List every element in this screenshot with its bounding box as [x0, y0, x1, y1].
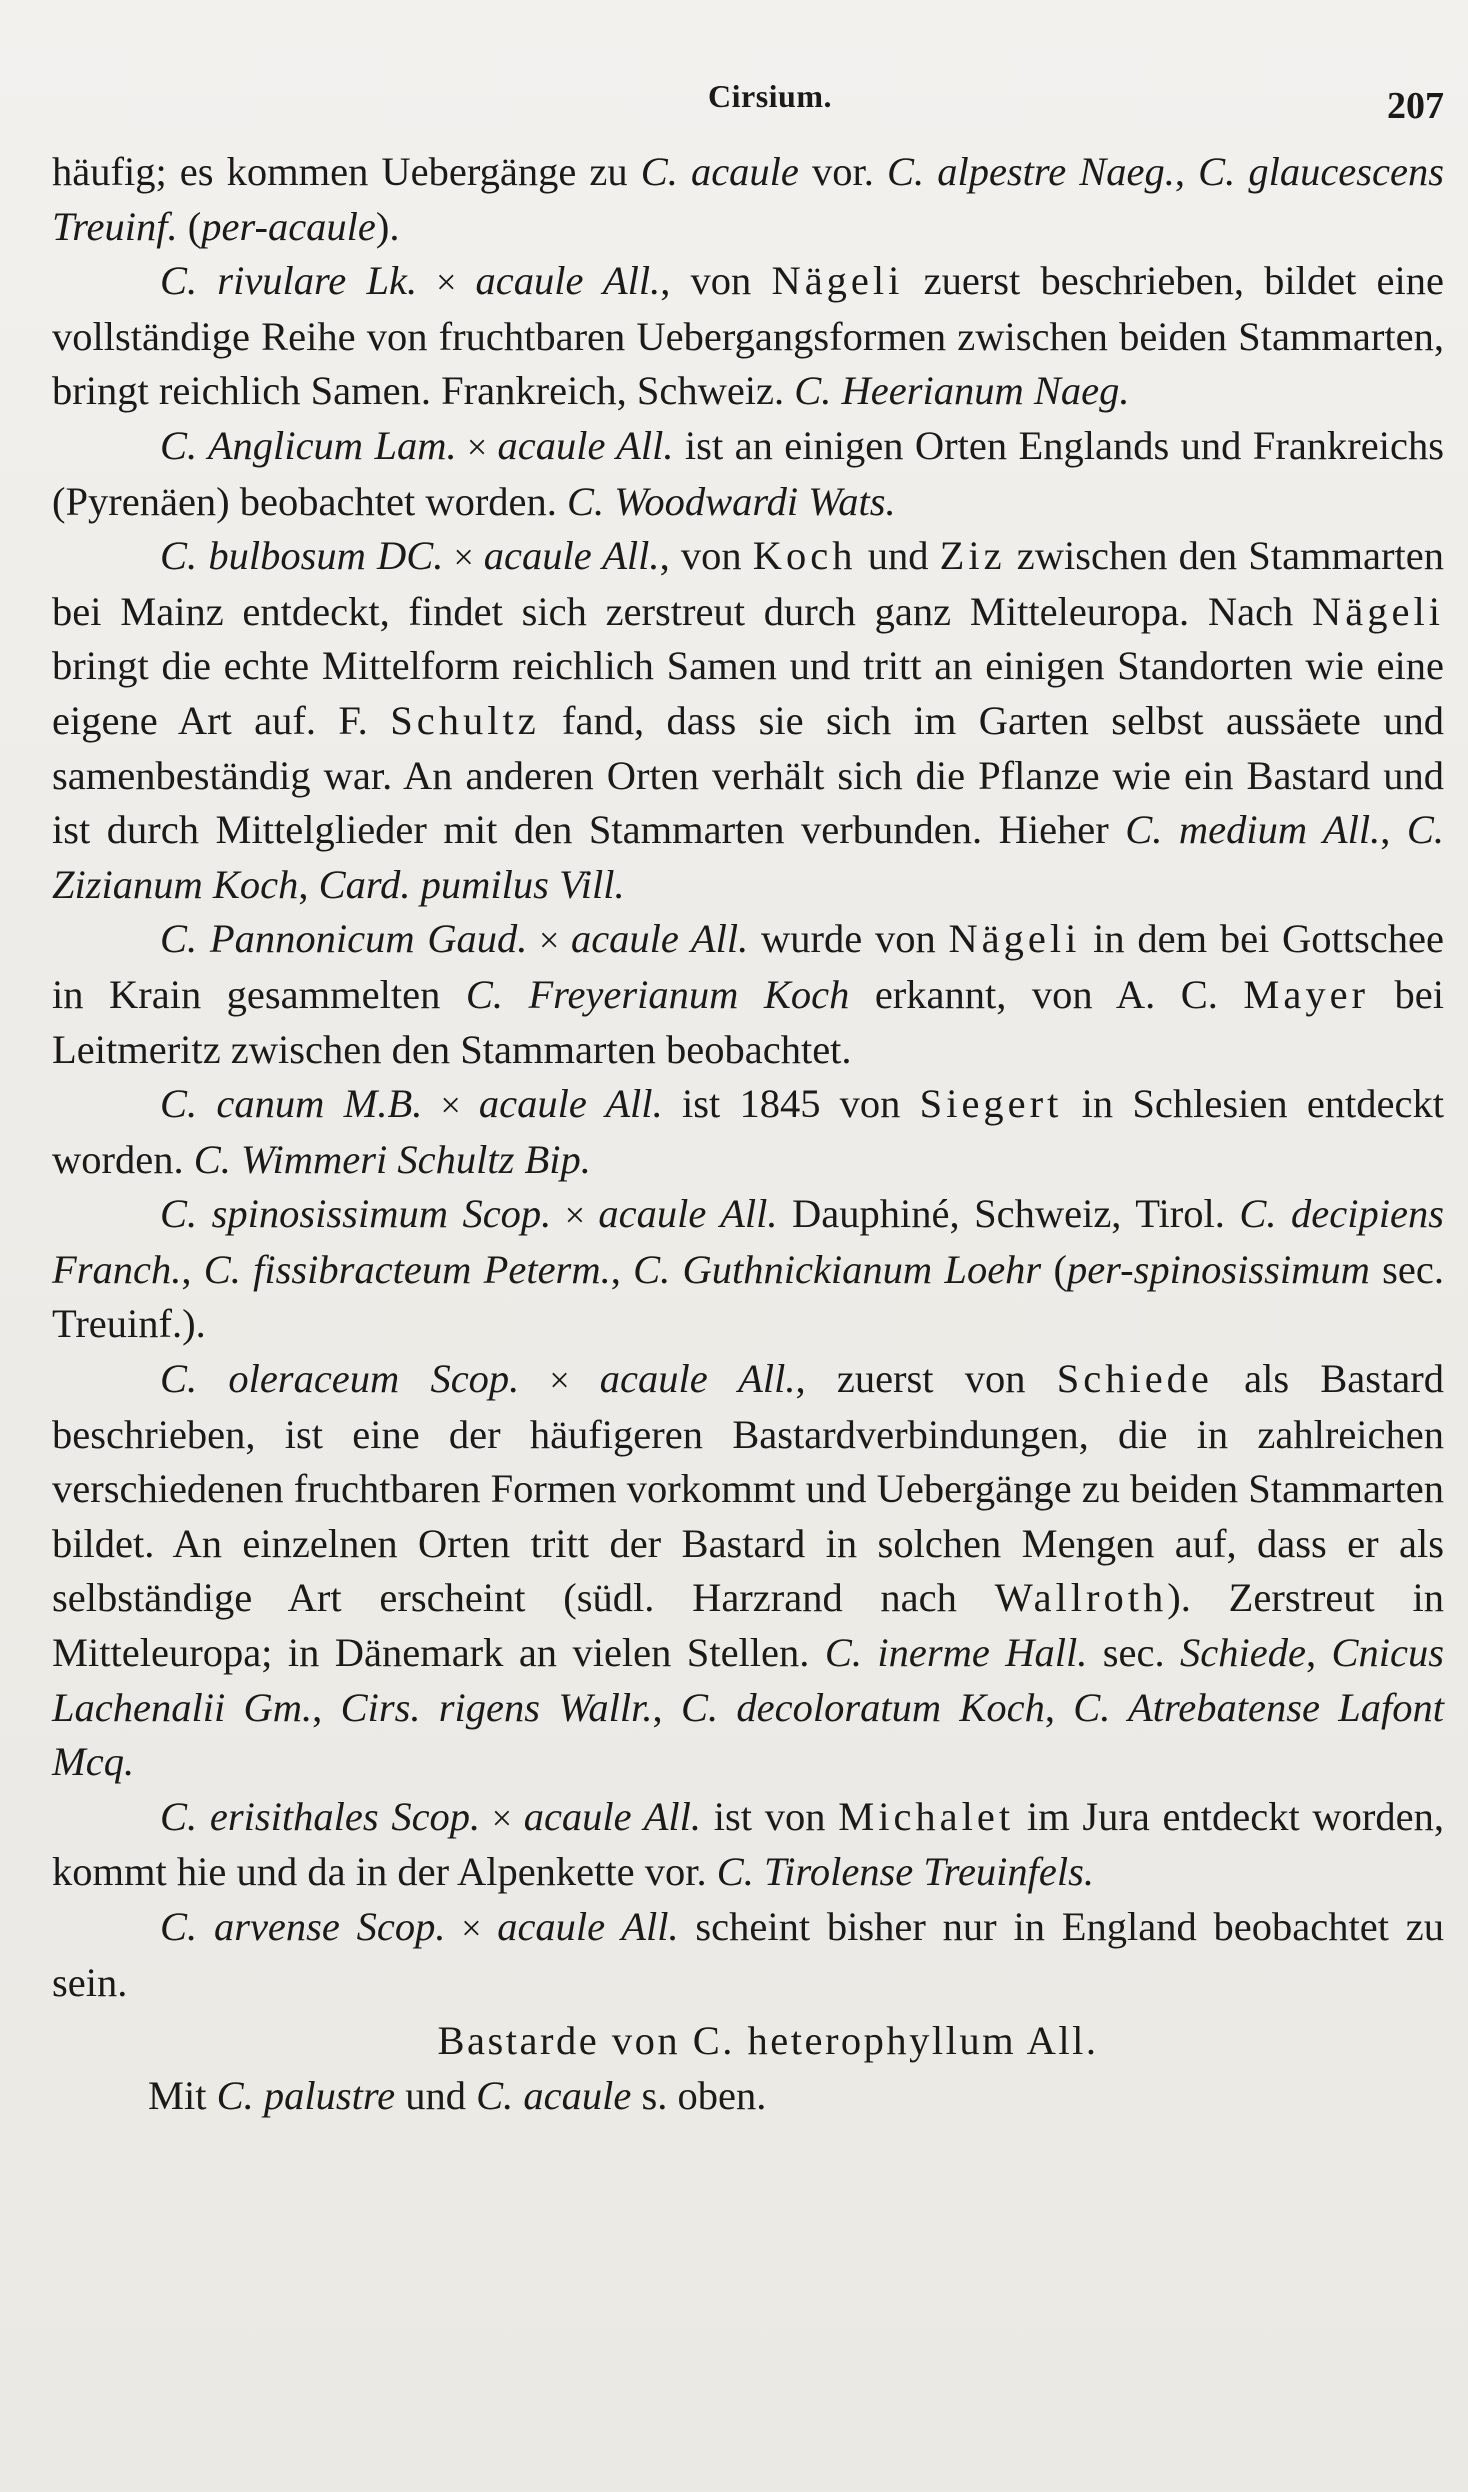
- italic-text: Schiede: [1180, 1630, 1306, 1676]
- text-run: , von: [660, 258, 772, 304]
- text-run: ).: [375, 203, 400, 249]
- spaced-name: Mayer: [1243, 971, 1370, 1017]
- text-run: , zuerst von: [795, 1356, 1057, 1402]
- italic-text: acaule All.: [497, 1904, 679, 1949]
- body-text: [52, 145, 1444, 2123]
- spaced-name: Koch: [752, 533, 857, 579]
- spaced-name: Schiede: [1056, 1356, 1213, 1402]
- spaced-name: Siegert: [919, 1081, 1063, 1127]
- italic-text: C. Atrebatense Lafont Mcq.: [52, 1684, 1445, 1785]
- text-run: ,: [298, 861, 319, 907]
- section-heading: Bastarde von C. heterophyllum All.: [437, 2018, 1099, 2064]
- text-run: Mit: [148, 2072, 217, 2118]
- italic-text: acaule All.: [599, 1356, 796, 1402]
- spaced-name: Nägeli: [771, 258, 904, 304]
- paragraph: [52, 1790, 1444, 1900]
- italic-text: C. rivulare Lk.: [160, 258, 418, 304]
- spaced-name: Michalet: [838, 1793, 1015, 1839]
- italic-text: C. medium All.: [1125, 807, 1381, 853]
- italic-text: Card. pumilus Vill.: [318, 861, 625, 907]
- paragraph: [52, 912, 1444, 1077]
- text-run: , von: [659, 533, 753, 579]
- italic-text: Cnicus Lachenalii Gm.: [52, 1630, 1444, 1730]
- italic-text: C. Heerianum Naeg.: [794, 368, 1130, 414]
- text-run: zuerst beschrieben, bildet eine vollständige Reihe von fruchtbaren Uebergangsformen zwischen beiden Stammarten, bringt reichlich Samen. Frankreich, Schweiz.: [52, 258, 1445, 414]
- paragraph: [52, 419, 1444, 529]
- section-line: [52, 2069, 1444, 2124]
- text-run: bringt die echte Mittelform reichlich Samen und tritt an einigen Standorten wie eine eigene Art auf. F.: [52, 643, 1444, 743]
- italic-text: C. inerme Hall.: [824, 1630, 1088, 1676]
- hybrid-sign: ×: [519, 1360, 600, 1401]
- paragraph: [52, 254, 1444, 419]
- hybrid-sign: ×: [527, 920, 571, 961]
- italic-text: per-spinosissimum: [1066, 1246, 1370, 1292]
- text-run: Dauphiné, Schweiz, Tirol.: [777, 1191, 1240, 1237]
- italic-text: C. acaule: [640, 149, 799, 194]
- text-run: sec. Treuinf.).: [52, 1246, 1444, 1347]
- paragraph: [52, 1900, 1444, 2010]
- text-run: ,: [1044, 1684, 1074, 1730]
- text-run: häufig; es kommen Uebergänge zu: [52, 149, 641, 194]
- italic-text: C. palustre: [216, 2072, 396, 2118]
- italic-text: C. Anglicum Lam.: [160, 422, 457, 468]
- hybrid-sign: ×: [445, 1908, 498, 1948]
- text-run: ,: [1174, 149, 1199, 194]
- italic-text: C. Wimmeri Schultz Bip.: [193, 1136, 591, 1182]
- paragraph: [52, 529, 1444, 912]
- italic-text: acaule All.: [478, 1081, 663, 1127]
- running-title: Cirsium.: [708, 78, 832, 114]
- italic-text: C. Pannonicum Gaud.: [160, 916, 528, 962]
- italic-text: C. decoloratum Koch: [680, 1684, 1045, 1730]
- text-run: (: [177, 203, 202, 249]
- text-run: sec.: [1087, 1630, 1181, 1676]
- text-run: ist an einigen Orten Englands und Frankreichs (Pyrenäen) beobachtet worden.: [52, 422, 1444, 524]
- text-run: ,: [181, 1246, 204, 1292]
- paragraph: [52, 145, 1444, 254]
- italic-text: C. Woodwardi Wats.: [567, 478, 896, 524]
- text-run: s. oben.: [631, 2072, 767, 2118]
- text-run: als Bastard beschrieben, ist eine der häufigeren Bastardverbindungen, die in zahlreichen verschiedenen fruchtbaren Formen vorkommt und Uebergänge zu beiden Stammarten bildet. An einzelnen Orten tritt der Bastard in solchen Mengen auf, dass er als selbständige Art erscheint (südl. Harzrand nach: [52, 1356, 1444, 1621]
- text-run: im Jura entdeckt worden, kommt hie und da in der Alpenkette vor.: [52, 1793, 1445, 1895]
- italic-text: C. oleraceum Scop.: [160, 1356, 520, 1402]
- text-run: erkannt, von A. C.: [849, 971, 1244, 1017]
- italic-text: C. spinosissimum Scop.: [160, 1191, 552, 1237]
- hybrid-sign: ×: [443, 537, 484, 578]
- italic-text: acaule All.: [598, 1191, 778, 1237]
- italic-text: C. glaucescens Treuinf.: [52, 149, 1444, 249]
- hybrid-sign: ×: [417, 262, 476, 303]
- hybrid-sign: ×: [456, 426, 498, 467]
- italic-text: acaule All.: [497, 422, 674, 468]
- italic-text: C. Tirolense Treuinfels.: [716, 1849, 1095, 1895]
- text-run: vor.: [798, 149, 887, 194]
- italic-text: C. fissibracteum Peterm.: [203, 1246, 611, 1292]
- text-run: scheint bisher nur in England beobachtet zu sein.: [52, 1904, 1444, 2005]
- italic-text: C. decipiens Franch.: [52, 1191, 1444, 1292]
- italic-text: Cirs. rigens Wallr.: [340, 1684, 653, 1730]
- italic-text: C. canum M.B.: [160, 1081, 423, 1127]
- text-run: zwischen den Stammarten bei Mainz entdeckt, findet sich zerstreut durch ganz Mitteleuropa. Nach: [52, 533, 1444, 634]
- hybrid-sign: ×: [551, 1195, 599, 1236]
- hybrid-sign: ×: [480, 1797, 524, 1838]
- italic-text: C. Guthnickianum Loehr: [633, 1246, 1042, 1292]
- italic-text: C. erisithales Scop.: [160, 1793, 481, 1839]
- text-run: in Schlesien entdeckt worden.: [52, 1081, 1445, 1182]
- text-run: fand, dass sie sich im Garten selbst aussäete und samenbeständig war. An anderen Orten verhält sich die Pflanze wie ein Bastard und ist durch Mittelglieder mit den Stammarten verbunden. Hieher: [52, 697, 1444, 853]
- italic-text: C. bulbosum DC.: [160, 533, 444, 579]
- paragraph: [52, 1077, 1444, 1187]
- text-run: in dem bei Gottschee in Krain gesammelten: [52, 916, 1444, 1017]
- italic-text: acaule All.: [475, 258, 661, 304]
- text-run: ,: [1380, 807, 1407, 853]
- italic-text: acaule All.: [523, 1793, 701, 1839]
- spaced-name: Nägeli: [1312, 588, 1444, 634]
- text-run: wurde von: [748, 916, 949, 962]
- text-run: ,: [610, 1246, 634, 1292]
- text-run: ,: [312, 1684, 341, 1730]
- italic-text: C. acaule: [476, 2072, 632, 2118]
- spaced-name: Schultz: [390, 697, 540, 743]
- spaced-name: Wallroth: [994, 1575, 1168, 1621]
- italic-text: C. Zizianum Koch: [52, 807, 1445, 907]
- italic-text: acaule All.: [570, 916, 749, 962]
- page-header: [0, 70, 1468, 130]
- hybrid-sign: ×: [422, 1085, 479, 1126]
- text-run: ist 1845 von: [662, 1081, 920, 1127]
- text-run: ,: [652, 1684, 681, 1730]
- text-run: (: [1041, 1246, 1067, 1292]
- text-run: bei Leitmeritz zwischen den Stammarten beobachtet.: [52, 971, 1445, 1072]
- italic-text: C. alpestre Naeg.: [886, 149, 1175, 194]
- text-run: ist von: [701, 1793, 839, 1839]
- paragraph-list: [52, 145, 1444, 2010]
- italic-text: acaule All.: [483, 533, 660, 579]
- paragraph: [52, 1187, 1444, 1352]
- text-run: ,: [1305, 1630, 1332, 1676]
- text-run: und: [856, 533, 940, 579]
- spaced-name: Nägeli: [948, 916, 1081, 962]
- page-number: 207: [1387, 85, 1444, 127]
- italic-text: C. arvense Scop.: [160, 1904, 446, 1949]
- italic-text: per-acaule: [201, 203, 376, 249]
- spaced-name: Ziz: [939, 533, 1006, 579]
- paragraph: [52, 1352, 1444, 1790]
- italic-text: C. Freyerianum Koch: [465, 971, 850, 1017]
- text-run: ). Zerstreut in Mitteleuropa; in Dänemark an vielen Stellen.: [52, 1575, 1444, 1676]
- text-run: und: [395, 2072, 477, 2118]
